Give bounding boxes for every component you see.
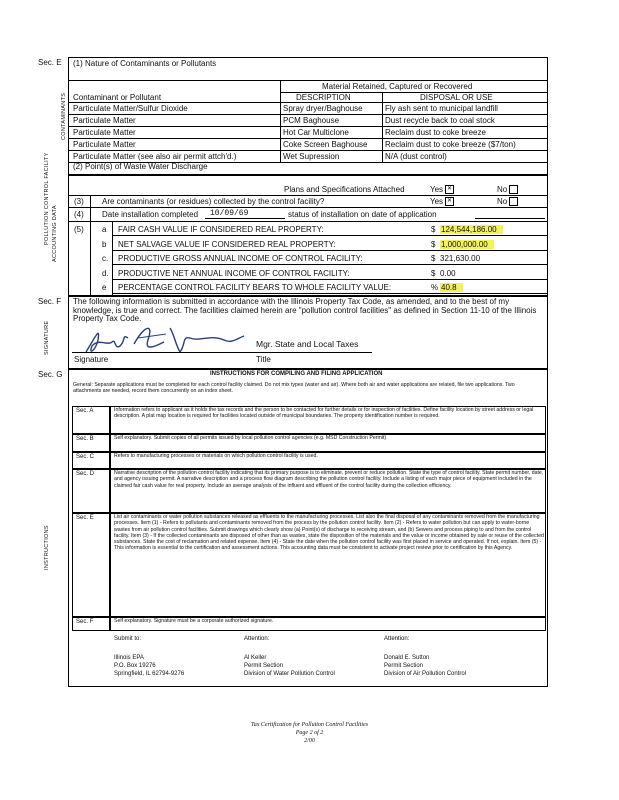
- instruction-text-cell: [110, 406, 546, 434]
- contaminant-cell: Particulate Matter (see also air permit attch'd.): [73, 152, 237, 161]
- table-row-divider: [68, 138, 548, 139]
- line-letter: d.: [102, 269, 109, 278]
- table-row-divider: [68, 114, 548, 115]
- line-value: 1,000,000.00: [440, 240, 494, 249]
- line-letter: e: [102, 283, 107, 292]
- table-row-divider: [68, 150, 548, 151]
- col-disposal: DISPOSAL OR USE: [420, 93, 493, 102]
- footer-date: 2/00: [304, 738, 315, 744]
- instruction-text-cell: [110, 617, 546, 631]
- item3-question: Are contaminants (or residues) collected by the control facility?: [102, 197, 325, 206]
- instruction-sec-label: Sec. A: [76, 408, 94, 414]
- footer-title: Tax Certification for Pollution Control Facilities: [250, 722, 369, 728]
- footer-page: Page 2 of 2: [295, 730, 324, 736]
- title-label: Title: [256, 355, 271, 364]
- item3-no-checkbox[interactable]: [509, 197, 518, 206]
- line-divider: [112, 235, 548, 236]
- line-label: PRODUCTIVE NET ANNUAL INCOME OF CONTROL FACILITY:: [118, 269, 350, 278]
- signature-side-label: SIGNATURE: [44, 320, 50, 355]
- instruction-text: List air contaminants or water pollution substances released as effluents to the manufacturing processes. List also the final disposal of any contaminants removed from the manufacturing processes. Item (1) - Refers to pollutants and contaminants removed from the process by the pollution control facility. Item (2) - Refers to water pollution but can apply to water-borne wastes from air pollution control facilities. Submit drawings which clearly show (a) Point(s) of discharge to receiving stream, and (b) Sewers and process piping to and from the control facility. Item (3) - If the collected contaminants are disposed of other than as wastes, state the disposition of the materials and the value or income obtained by sale or reuse of the collected substances. State the cost of reclamation and related expense. Item (4) - State the date when the pollution control facility was first placed in service and operated. If not, explain. Item (5) - This information is essential to the certification and assessment actions. This accounting data must be consistent to activate project review prior to certification by this Agency.: [114, 514, 544, 552]
- plans-attached-label: Plans and Specifications Attached: [284, 185, 405, 194]
- line-symbol: $: [431, 269, 436, 278]
- instruction-text: Information refers to applicant as it holds the tax records and the person to be contacted for further details or for inspection of facilities. Define facility location by street address or legal description. A plat map location is required for facilities located outside of municipal boundaries. The property identification number is required.: [114, 407, 534, 420]
- item3-no-label: No: [497, 197, 508, 206]
- line-letter: c.: [102, 254, 109, 263]
- line-value: 0.00: [440, 269, 456, 278]
- plans-no-checkbox[interactable]: [509, 185, 518, 194]
- plans-yes-label: Yes: [430, 185, 444, 194]
- instruction-sec-label: Sec. E: [76, 515, 94, 521]
- instruction-text: Self explanatory. Submit copies of all permits issued by local pollution control agencies (e.g. MSD Construction Permit): [114, 435, 387, 441]
- disposal-cell: Fly ash sent to municipal landfill: [385, 104, 498, 113]
- item4-date: 10/09/69: [210, 209, 249, 218]
- instruction-sec-label: Sec. D: [76, 471, 95, 477]
- item4-label: Date installation completed: [102, 210, 199, 219]
- certification-text: The following information is submitted in accordance with the Illinois Property Tax Code, as amended, and to the best of my knowledge, is true and correct. The facilities claimed herein are "pollution control facilities" as defined in Section 11-10 of the Illinois Property Tax Code.: [73, 297, 537, 323]
- instruction-sec-cell: [72, 513, 110, 617]
- line-label: PRODUCTIVE GROSS ANNUAL INCOME OF CONTROL FACILITY:: [118, 254, 363, 263]
- contaminant-cell: Particulate Matter: [73, 128, 136, 137]
- plans-no-label: No: [497, 185, 508, 194]
- line-letter: a: [102, 225, 107, 234]
- submit-to-label: Submit to:: [114, 636, 142, 642]
- line-divider: [112, 293, 548, 294]
- instruction-text: Narrative description of the pollution control facility indicating that its primary purpose is to eliminate, prevent or reduce pollution. State the type of control facility. State permit number, date, and agency issuing permit. A narrative description and a process flow diagram describing the pollution control facility. Include a listing of each major piece of equipment included in the claimed fair cash value for real property. Include an average analysis of the influent and effluent of the control facility during the collection efficiency.: [114, 470, 544, 489]
- plans-yes-checkbox[interactable]: ✕: [447, 186, 453, 193]
- line-divider: [112, 250, 548, 251]
- item3-yes-checkbox[interactable]: ✕: [447, 198, 453, 205]
- instructions-general: General: Separate applications must be completed for each control facility claimed. Do not mix types (water and air). Where both air and water applications are related, file two applications. Two attachments are needed, record them concurrently on an index sheet.: [73, 382, 515, 395]
- instruction-text-cell: [110, 434, 546, 452]
- line-label: PERCENTAGE CONTROL FACILITY BEARS TO WHOLE FACILITY VALUE:: [118, 283, 392, 292]
- instruction-text: Self explanatory. Signature must be a corporate authorized signature.: [114, 618, 274, 624]
- attention-label-2: Attention:: [384, 636, 410, 642]
- accounting-data-side-label: ACCOUNTING DATA: [52, 205, 58, 262]
- disposal-cell: Reclaim dust to coke breeze: [385, 128, 486, 137]
- line-symbol: $: [431, 254, 436, 263]
- attention-label-1: Attention:: [244, 636, 270, 642]
- table-row-divider: [68, 126, 548, 127]
- instruction-text-cell: [110, 452, 546, 469]
- contaminant-cell: Particulate Matter: [73, 140, 136, 149]
- col-description: DESCRIPTION: [296, 93, 351, 102]
- instructions-side-label: INSTRUCTIONS: [44, 525, 50, 570]
- signature-label: Signature: [74, 355, 109, 364]
- item4-status: status of installation on date of application: [288, 210, 437, 219]
- line-value: 124,544,186.00: [440, 225, 503, 234]
- line-value: 321,630.00: [440, 254, 481, 263]
- contaminant-cell: Particulate Matter/Sulfur Dioxide: [73, 104, 188, 113]
- disposal-cell: N/A (dust control): [385, 152, 447, 161]
- item3-yes-label: Yes: [430, 197, 444, 206]
- description-cell: Coke Screen Baghouse: [283, 140, 368, 149]
- line-symbol: %: [431, 283, 439, 292]
- waste-water-discharge: (2) Point(s) of Waste Water Discharge: [73, 162, 208, 171]
- item4-number: (4): [74, 210, 84, 219]
- section-e-label: Sec. E: [38, 58, 62, 67]
- instruction-sec-label: Sec. C: [76, 454, 95, 460]
- disposal-cell: Dust recycle back to coal stock: [385, 116, 495, 125]
- section-f-label: Sec. F: [38, 297, 62, 306]
- description-cell: Wet Supression: [283, 152, 340, 161]
- instruction-sec-label: Sec. F: [76, 619, 94, 625]
- instruction-sec-cell: [72, 617, 110, 631]
- description-cell: Spray dryer/Baghouse: [283, 104, 363, 113]
- instruction-text: Refers to manufacturing processes or materials on which pollution control facility is used.: [114, 453, 318, 459]
- material-retained-header: Material Retained, Captured or Recovered: [322, 82, 473, 91]
- line-symbol: $: [431, 225, 436, 234]
- line-label: NET SALVAGE VALUE IF CONSIDERED REAL PROPERTY:: [118, 240, 336, 249]
- instruction-sec-cell: [72, 434, 110, 452]
- line-divider: [112, 264, 548, 265]
- line-divider: [112, 279, 548, 280]
- instruction-sec-cell: [72, 452, 110, 469]
- description-cell: Hot Car Multiclone: [283, 128, 349, 137]
- title-value: Mgr. State and Local Taxes: [256, 339, 359, 349]
- instruction-text-cell: [110, 513, 546, 617]
- line-label: FAIR CASH VALUE IF CONSIDERED REAL PROPERTY:: [118, 225, 324, 234]
- contaminant-cell: Particulate Matter: [73, 116, 136, 125]
- line-letter: b: [102, 240, 107, 249]
- section-g-label: Sec. G: [38, 370, 63, 379]
- pollution-control-side-label: POLLUTION CONTROL FACILITY: [44, 152, 50, 245]
- item3-number: (3): [74, 197, 84, 206]
- instructions-heading: INSTRUCTIONS FOR COMPILING AND FILING APPLICATION: [210, 371, 383, 377]
- line-symbol: $: [431, 240, 436, 249]
- description-cell: PCM Baghouse: [283, 116, 340, 125]
- contaminants-side-label: CONTAMINANTS: [61, 92, 67, 140]
- disposal-cell: Reclaim dust to coke breeze ($7/ton): [385, 140, 516, 149]
- instruction-sec-label: Sec. B: [76, 436, 94, 442]
- item5-number: (5): [74, 225, 84, 234]
- col-contaminant: Contaminant or Pollutant: [73, 93, 162, 102]
- instruction-text-cell: [110, 469, 546, 513]
- instruction-sec-cell: [72, 406, 110, 434]
- line-value: 40.8: [440, 283, 463, 292]
- section-e-title: (1) Nature of Contaminants or Pollutants: [73, 59, 217, 68]
- instruction-sec-cell: [72, 469, 110, 513]
